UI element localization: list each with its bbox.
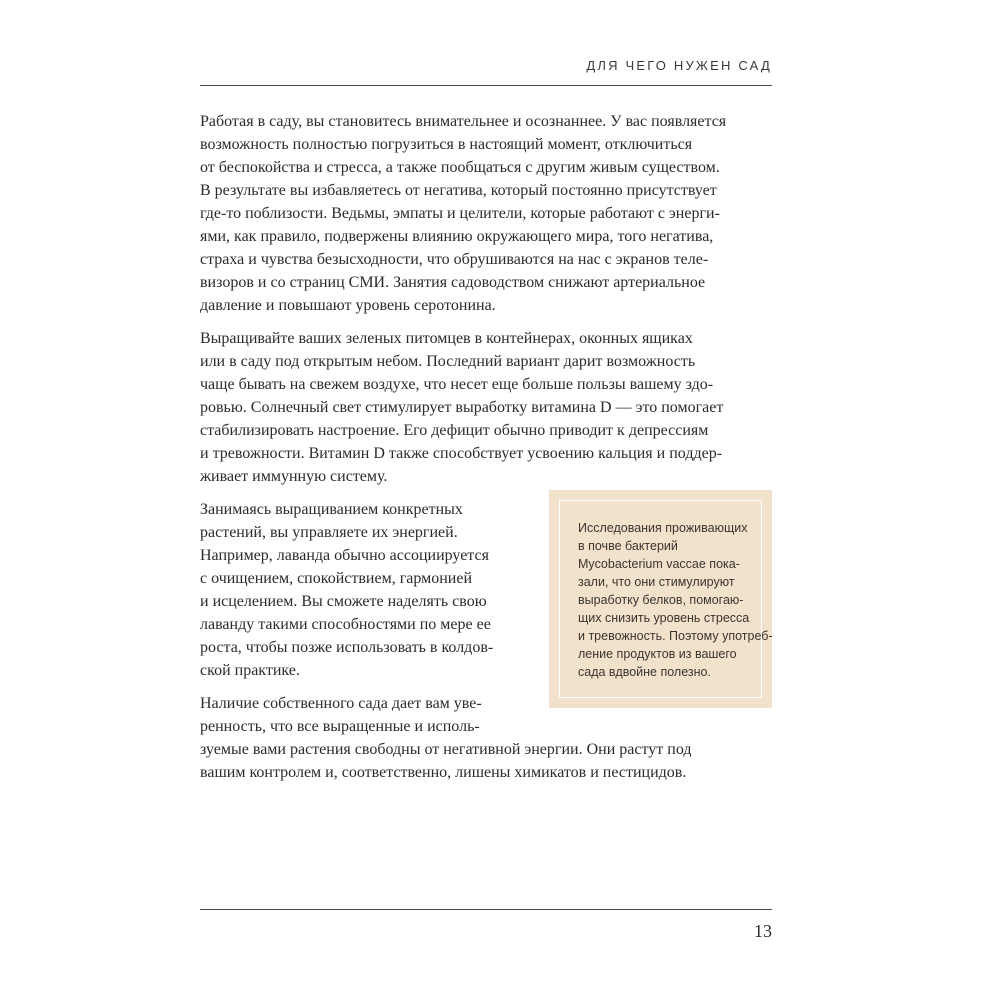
text-line: роста, чтобы позже использовать в колдов- <box>200 639 494 656</box>
text-line: чаще бывать на свежем воздухе, что несет еще больше пользы вашему здо- <box>200 376 714 393</box>
page-number: 13 <box>754 921 772 941</box>
text-line: зуемые вами растения свободны от негативной энергии. Они растут под <box>200 741 692 758</box>
footer-rule <box>200 909 772 910</box>
text-line: стабилизировать настроение. Его дефицит обычно приводит к депрессиям <box>200 422 709 439</box>
sidebar-line: щих снизить уровень стресса <box>578 611 750 625</box>
text-line: Выращивайте ваших зеленых питомцев в контейнерах, оконных ящиках <box>200 330 693 347</box>
text-line: давление и повышают уровень серотонина. <box>200 297 496 314</box>
running-head: ДЛЯ ЧЕГО НУЖЕН САД <box>586 58 772 73</box>
sidebar-line: в почве бактерий <box>578 539 678 553</box>
text-line: растений, вы управляете их энергией. <box>200 524 458 541</box>
sidebar-line: сада вдвойне полезно. <box>578 665 711 679</box>
sidebar-line: ление продуктов из вашего <box>578 647 737 661</box>
text-line: Наличие собственного сада дает вам уве- <box>200 695 482 712</box>
text-line: вашим контролем и, соответственно, лишены химикатов и пестицидов. <box>200 764 687 781</box>
text-line: лаванду такими способностями по мере ее <box>200 616 491 633</box>
sidebar-line: Mycobacterium vaccae пока- <box>578 557 740 571</box>
text-line: ской практике. <box>200 662 300 679</box>
text-line: Занимаясь выращиванием конкретных <box>200 501 463 518</box>
sidebar-line: выработку белков, помогаю- <box>578 593 744 607</box>
text-line: и исцелением. Вы сможете наделять свою <box>200 593 487 610</box>
text-line: возможность полностью погрузиться в настоящий момент, отключиться <box>200 136 693 153</box>
text-line: живает иммунную систему. <box>200 468 388 485</box>
text-line: ренность, что все выращенные и исполь- <box>200 718 480 735</box>
sidebar-line: и тревожность. Поэтому употреб- <box>578 629 773 643</box>
text-line: страха и чувства безысходности, что обрушиваются на нас с экранов теле- <box>200 251 709 268</box>
sidebar-line: зали, что они стимулируют <box>578 575 735 589</box>
sidebar-line: Исследования проживающих <box>578 521 748 535</box>
sidebar-note <box>549 490 772 708</box>
text-line: ями, как правило, подвержены влиянию окружающего мира, того негатива, <box>200 228 714 245</box>
text-line: и тревожности. Витамин D также способствует усвоению кальция и поддер- <box>200 445 723 462</box>
text-line: ровью. Солнечный свет стимулирует выработку витамина D — это помогает <box>200 399 724 416</box>
text-line: с очищением, спокойствием, гармонией <box>200 570 473 587</box>
text-line: или в саду под открытым небом. Последний вариант дарит возможность <box>200 353 696 370</box>
text-line: Например, лаванда обычно ассоциируется <box>200 547 489 564</box>
text-line: где-то поблизости. Ведьмы, эмпаты и целители, которые работают с энерги- <box>200 205 720 222</box>
text-line: от беспокойства и стресса, а также пообщаться с другим живым существом. <box>200 159 720 176</box>
text-line: В результате вы избавляетесь от негатива, который постоянно присутствует <box>200 182 717 199</box>
header-rule <box>200 85 772 86</box>
text-line: визоров и со страниц СМИ. Занятия садоводством снижают артериальное <box>200 274 706 291</box>
text-line: Работая в саду, вы становитесь внимательнее и осознаннее. У вас появляется <box>200 113 727 130</box>
